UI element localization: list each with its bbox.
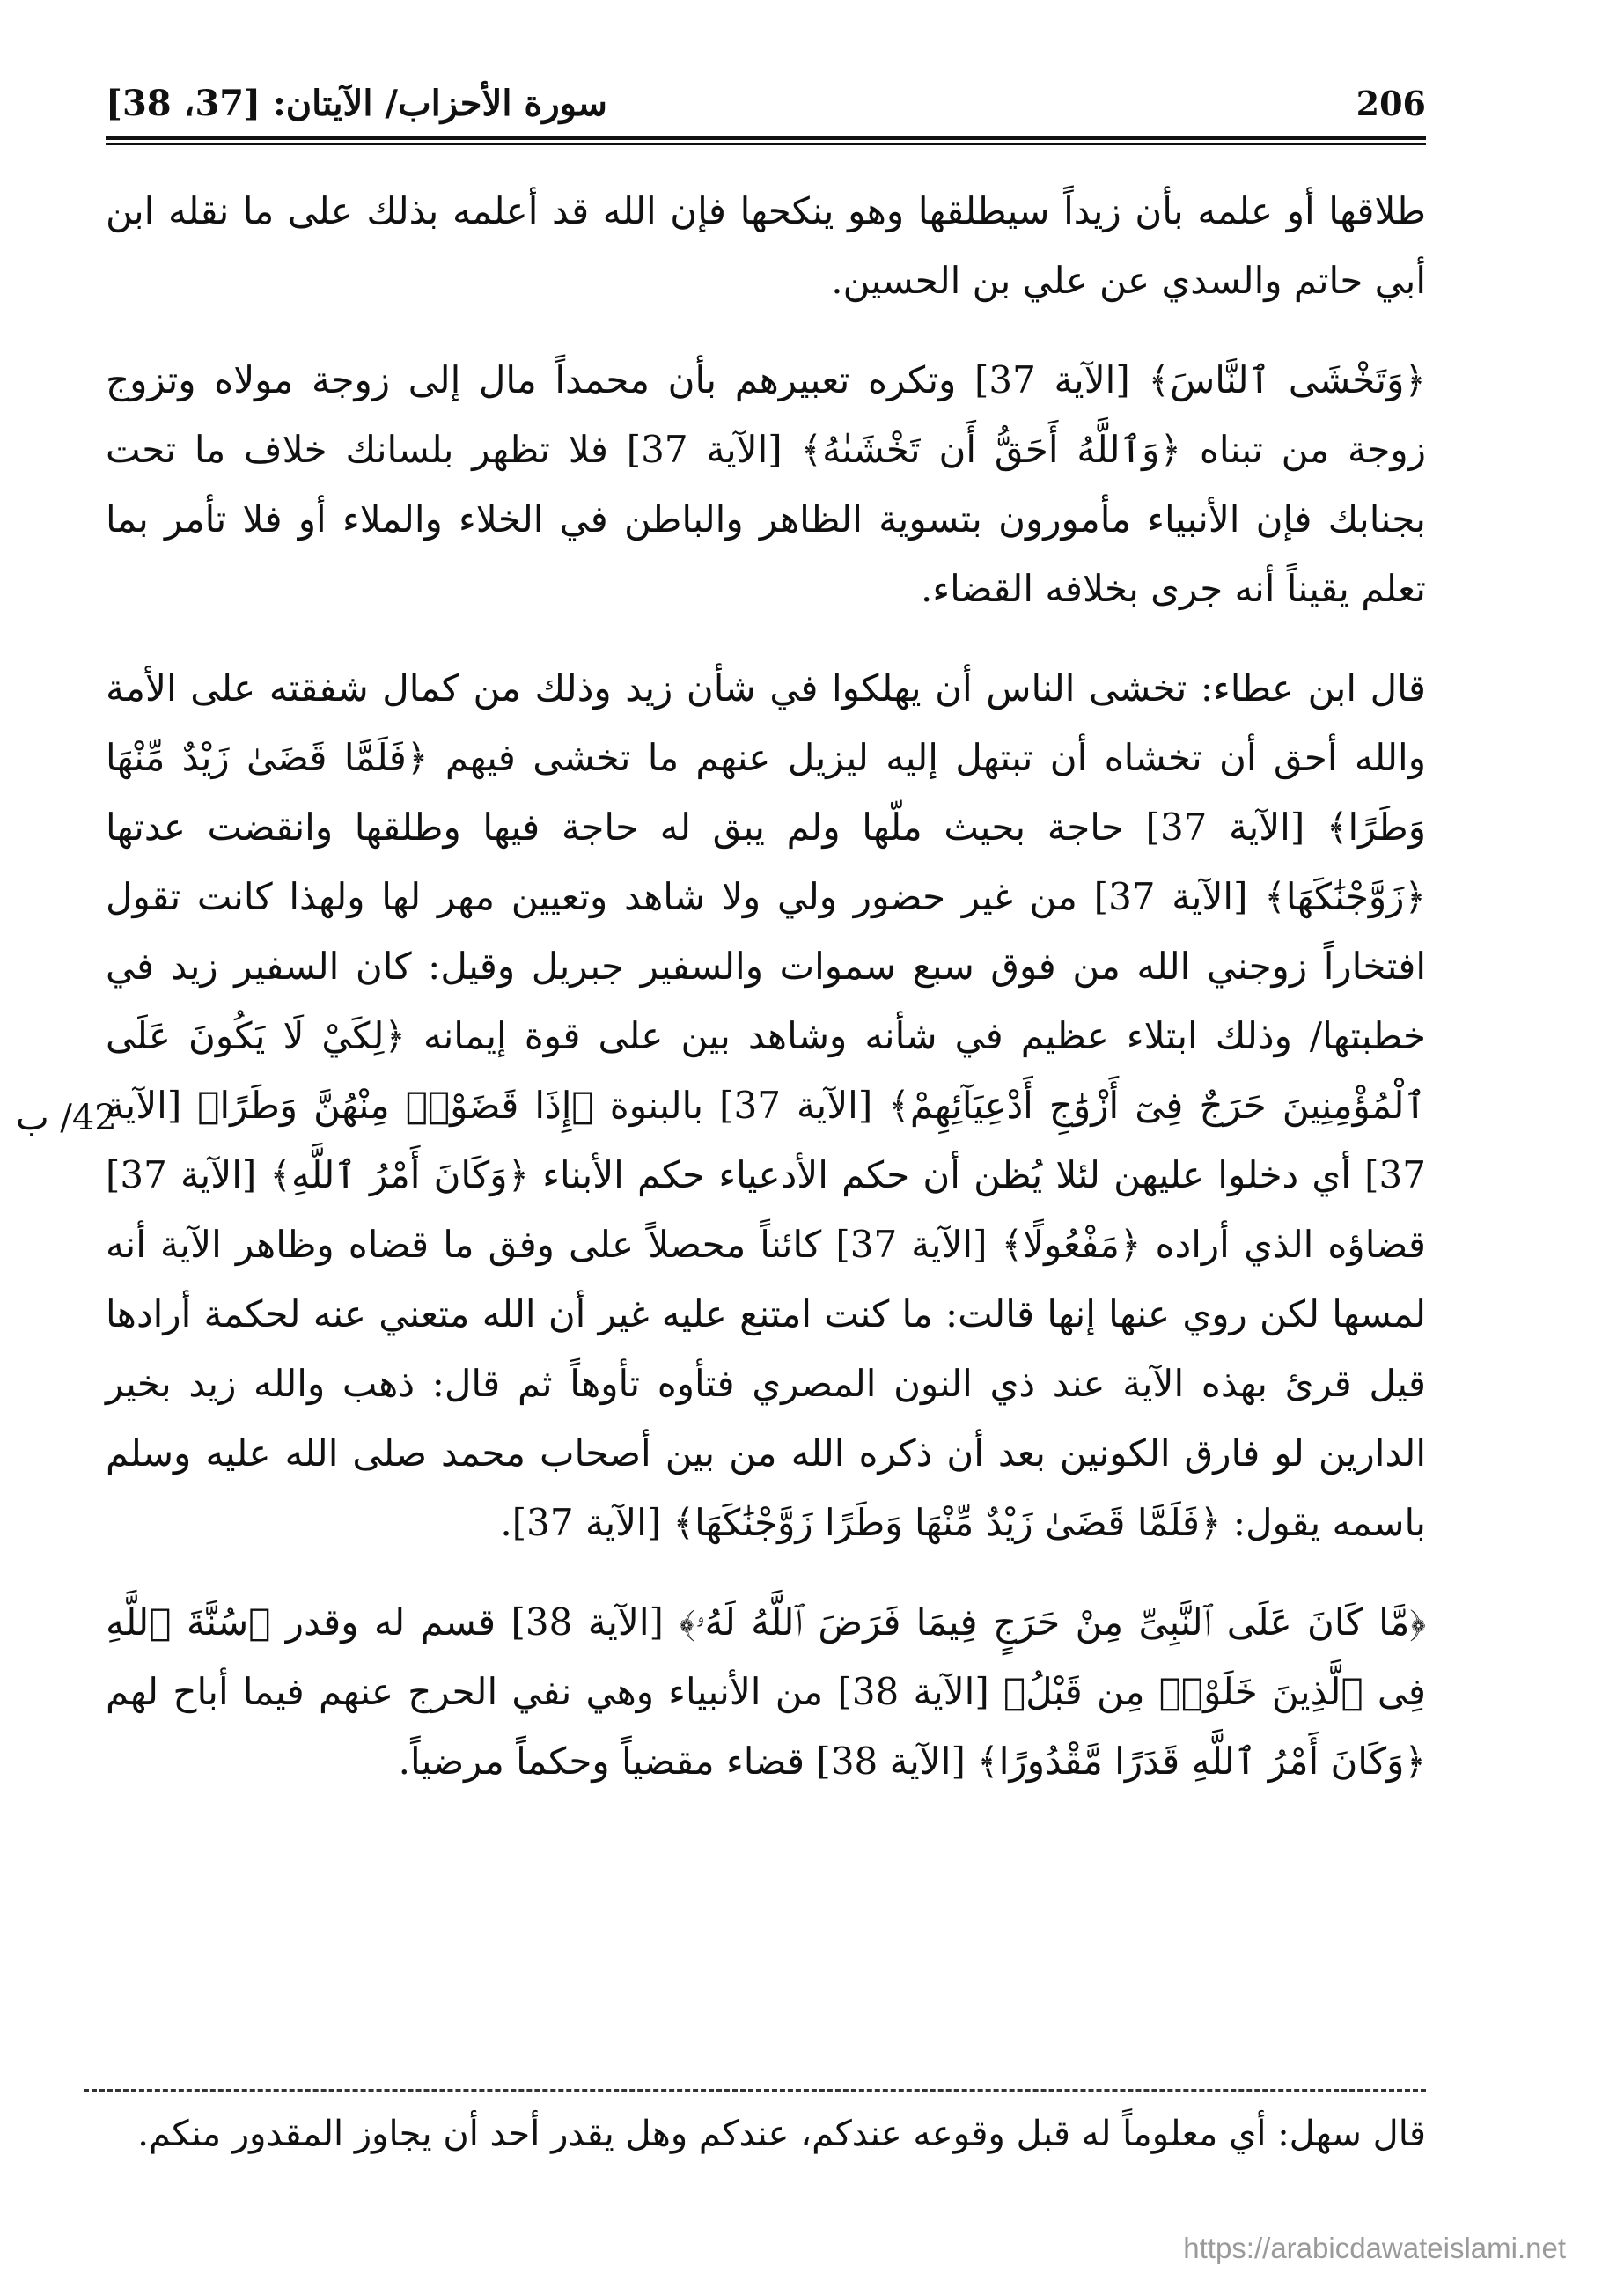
paragraph: ﴿مَّا كَانَ عَلَى ٱلنَّبِىِّ مِنْ حَرَجٍ فِيمَا فَرَضَ ٱللَّهُ لَهُۥ﴾ [الآية 38] قسم له وقدر ﴿سُنَّةَ ٱللَّهِ فِى ٱلَّذِينَ خَلَوْا۟ مِن قَبْلُ﴾ [الآية 38] من الأنبياء وهي نفي الحرج عنهم فيما أباح لهم ﴿وَكَانَ أَمْرُ ٱللَّهِ قَدَرًا مَّقْدُورًا﴾ [الآية 38] قضاء مقضياً وحكماً مرضياً. [106,1600,1426,1783]
page-number: 206 [1356,84,1426,123]
paragraph: ﴿وَتَخْشَى ٱلنَّاسَ﴾ [الآية 37] وتكره تعبيرهم بأن محمداً مال إلى زوجة مولاه وتزوج زوجة من تبناه ﴿وَٱللَّهُ أَحَقُّ أَن تَخْشَىٰهُ﴾ [الآية 37] فلا تظهر بلسانك خلاف ما تحت بجنابك فإن الأنبياء مأمورون بتسوية الظاهر والباطن في الخلاء والملاء أو فلا تأمر بما تعلم يقيناً أنه جرى بخلافه القضاء. [106,358,1426,610]
watermark-url: https://arabicdawateislami.net [1183,2232,1566,2264]
header-rule-thin [106,143,1426,145]
body-text [106,176,1426,1826]
paragraph: طلاقها أو علمه بأن زيداً سيطلقها وهو ينكحها فإن الله قد أعلمه بذلك على ما نقله ابن أبي حاتم والسدي عن علي بن الحسين. [106,189,1426,302]
header-rule-thick [106,136,1426,140]
margin-folio-note: 42/ ب [16,1098,117,1138]
running-title: سورة الأحزاب/ الآيتان: [37، 38] [106,83,607,124]
page-header [106,77,1426,139]
footnote-text: قال سهل: أي معلوماً له قبل وقوعه عندكم، عندكم وهل يقدر أحد أن يجاوز المقدور منكم. [137,2114,1426,2154]
footnote [106,2100,1426,2168]
paragraph: قال ابن عطاء: تخشى الناس أن يهلكوا في شأن زيد وذلك من كمال شفقته على الأمة والله أحق أن تخشاه أن تبتهل إليه ليزيل عنهم ما تخشى فيهم ﴿فَلَمَّا قَضَىٰ زَيْدٌ مِّنْهَا وَطَرًا﴾ [الآية 37] حاجة بحيث ملّها ولم يبق له حاجة فيها وطلقها وانقضت عدتها ﴿زَوَّجْنَٰكَهَا﴾ [الآية 37] من غير حضور ولي ولا شاهد وتعيين مهر لها ولهذا كانت تقول افتخاراً زوجني الله من فوق سبع سموات والسفير جبريل وقيل: كان السفير زيد في خطبتها/ وذلك ابتلاء عظيم في شأنه وشاهد بين على قوة إيمانه ﴿لِكَيْ لَا يَكُونَ عَلَى ٱلْمُؤْمِنِينَ حَرَجٌ فِىٓ أَزْوَٰجِ أَدْعِيَآئِهِمْ﴾ [الآية 37] بالبنوة ﴿إِذَا قَضَوْا۟ مِنْهُنَّ وَطَرًا﴾ [الآية 37] أي دخلوا عليهن لئلا يُظن أن حكم الأدعياء حكم الأبناء ﴿وَكَانَ أَمْرُ ٱللَّهِ﴾ [الآية 37] قضاؤه الذي أراده ﴿مَفْعُولًا﴾ [الآية 37] كائناً محصلاً على وفق ما قضاه وظاهر الآية أنه لمسها لكن روي عنها إنها قالت: ما كنت امتنع عليه غير أن الله متعني عنه لحكمة أرادها قيل قرئ بهذه الآية عند ذي النون المصري فتأوه تأوهاً ثم قال: ذهب والله زيد بخير الدارين لو فارق الكونين بعد أن ذكره الله من بين أصحاب محمد صلى الله عليه وسلم باسمه يقول: ﴿فَلَمَّا قَضَىٰ زَيْدٌ مِّنْهَا وَطَرًا زَوَّجْنَٰكَهَا﴾ [الآية 37]. [106,666,1426,1544]
footnote-divider [84,2089,1426,2092]
